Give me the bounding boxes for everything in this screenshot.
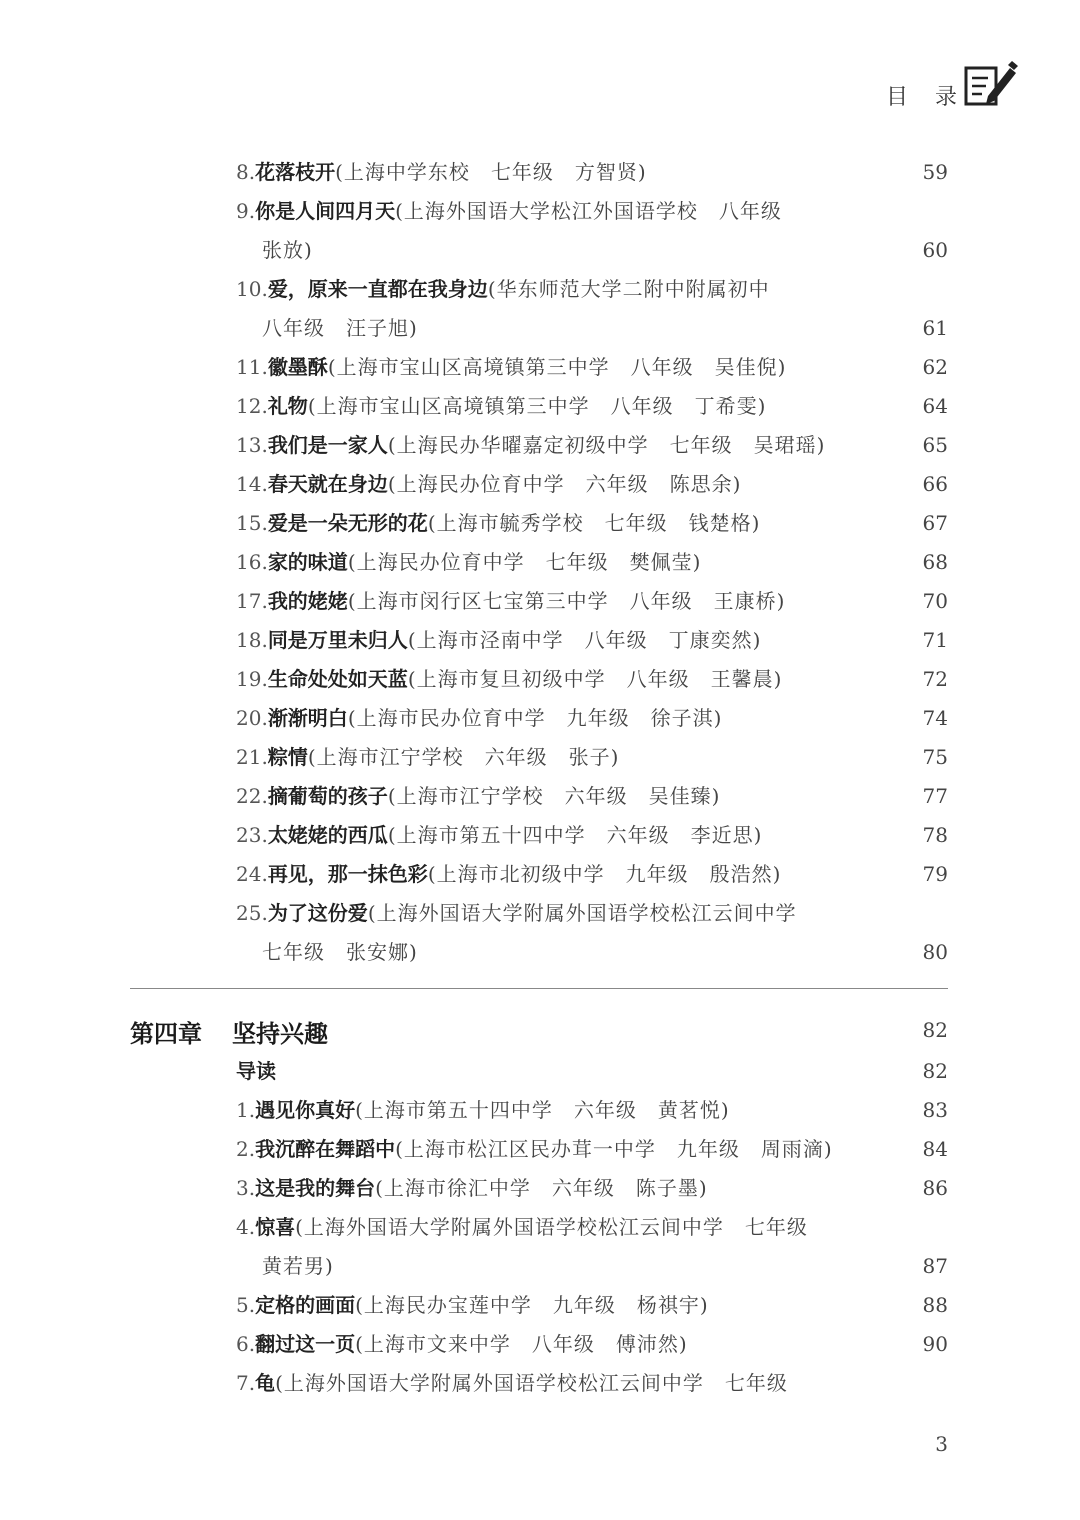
entry-number: 16. — [236, 550, 268, 574]
toc-entry-text — [236, 153, 647, 192]
toc-entry-row[interactable] — [0, 543, 1080, 582]
entry-detail-continued: 七年级 张安娜) — [262, 940, 418, 964]
entry-detail: (上海民办位育中学 六年级 陈思余) — [387, 472, 742, 496]
entry-detail: (上海市徐汇中学 六年级 陈子墨) — [375, 1176, 708, 1200]
toc-entry-text — [236, 1325, 688, 1364]
toc-entry-row[interactable] — [0, 387, 1080, 426]
entry-page: 87 — [922, 1254, 948, 1278]
toc-entry-text — [236, 1130, 833, 1169]
entry-detail: (上海市毓秀学校 七年级 钱楚格) — [427, 511, 761, 535]
toc-entry-row[interactable] — [0, 504, 1080, 543]
toc-entry-row[interactable] — [0, 1169, 1080, 1208]
toc-entry-text — [236, 1286, 709, 1325]
entry-number: 7. — [236, 1371, 256, 1395]
entry-number: 1. — [236, 1098, 256, 1122]
entry-title: 摘葡萄的孩子 — [267, 784, 388, 808]
entry-detail-continued: 八年级 汪子旭) — [262, 316, 418, 340]
entry-page: 70 — [922, 589, 948, 613]
chapter-divider — [130, 988, 948, 989]
toc-entry-row[interactable] — [0, 270, 1080, 309]
note-edit-icon — [962, 60, 1018, 110]
toc-entry-row[interactable] — [0, 1208, 1080, 1247]
entry-title: 粽情 — [267, 745, 308, 769]
toc-entry-text — [236, 582, 785, 621]
entry-number: 13. — [236, 433, 268, 457]
toc-entry-text — [236, 816, 762, 855]
toc-entry-row[interactable] — [0, 348, 1080, 387]
toc-entry-text — [236, 1364, 788, 1403]
entry-detail-continued: 张放) — [262, 238, 313, 262]
entry-detail: (上海民办华曜嘉定初级中学 七年级 吴珺瑶) — [387, 433, 826, 457]
entry-detail: (上海市文来中学 八年级 傅沛然) — [355, 1332, 688, 1356]
toc-entry-row[interactable] — [0, 1130, 1080, 1169]
toc-entry-text — [236, 894, 797, 933]
toc-entry-text — [236, 543, 701, 582]
entry-number: 22. — [236, 784, 268, 808]
entry-detail: (上海民办宝莲中学 九年级 杨祺宇) — [355, 1293, 709, 1317]
toc-entry-row[interactable] — [0, 192, 1080, 231]
entry-number: 17. — [236, 589, 268, 613]
entry-page: 84 — [922, 1137, 948, 1161]
entry-number: 4. — [236, 1215, 256, 1239]
toc-entry-continuation[interactable] — [0, 309, 1080, 348]
entry-detail-continued: 黄若男) — [262, 1254, 334, 1278]
entry-page: 67 — [922, 511, 948, 535]
toc-entry-text — [236, 504, 760, 543]
intro-page: 82 — [922, 1059, 948, 1083]
toc-intro-row[interactable] — [0, 1052, 1080, 1091]
entry-number: 14. — [236, 472, 268, 496]
toc-entry-row[interactable] — [0, 621, 1080, 660]
entry-title: 定格的画面 — [255, 1293, 356, 1317]
toc-entry-text — [236, 855, 781, 894]
toc-entry-text — [236, 660, 782, 699]
toc-entry-row[interactable] — [0, 816, 1080, 855]
toc-entry-continuation[interactable] — [0, 231, 1080, 270]
page-number: 3 — [935, 1432, 948, 1456]
entry-title: 惊喜 — [255, 1215, 296, 1239]
toc-entry-row[interactable] — [0, 426, 1080, 465]
toc-entry-text — [236, 1091, 730, 1130]
toc-entry-row[interactable] — [0, 1286, 1080, 1325]
entry-number: 18. — [236, 628, 268, 652]
entry-detail: (上海外国语大学松江外国语学校 八年级 — [395, 199, 782, 223]
toc-entry-continuation[interactable] — [0, 1247, 1080, 1286]
toc-entry-row[interactable] — [0, 660, 1080, 699]
entry-title: 渐渐明白 — [267, 706, 348, 730]
entry-page: 72 — [922, 667, 948, 691]
entry-page: 66 — [922, 472, 948, 496]
toc-entry-row[interactable] — [0, 465, 1080, 504]
entry-number: 23. — [236, 823, 268, 847]
entry-number: 8. — [236, 160, 256, 184]
chapter-page-number: 82 — [922, 1018, 948, 1042]
entry-page: 68 — [922, 550, 948, 574]
toc-entry-row[interactable] — [0, 1325, 1080, 1364]
toc-entry-row[interactable] — [0, 894, 1080, 933]
entry-number: 12. — [236, 394, 268, 418]
entry-number: 3. — [236, 1176, 256, 1200]
entry-number: 11. — [236, 355, 268, 379]
entry-page: 83 — [922, 1098, 948, 1122]
entry-detail: (上海市泾南中学 八年级 丁康奕然) — [407, 628, 762, 652]
entry-title: 春天就在身边 — [267, 472, 388, 496]
toc-entry-row[interactable] — [0, 777, 1080, 816]
entry-page: 75 — [922, 745, 948, 769]
entry-page: 77 — [922, 784, 948, 808]
entry-detail: (上海市宝山区高境镇第三中学 八年级 吴佳倪) — [327, 355, 787, 379]
entry-detail: (上海市闵行区七宝第三中学 八年级 王康桥) — [347, 589, 786, 613]
entry-detail: (上海外国语大学附属外国语学校松江云间中学 七年级 — [275, 1371, 788, 1395]
entry-number: 19. — [236, 667, 268, 691]
chapter-title-text: 坚持兴趣 — [232, 1019, 328, 1048]
entry-page: 86 — [922, 1176, 948, 1200]
entry-title: 徽墨酥 — [267, 355, 328, 379]
entry-number: 2. — [236, 1137, 256, 1161]
entry-number: 10. — [236, 277, 268, 301]
entry-detail: (华东师范大学二附中附属初中 — [487, 277, 770, 301]
entry-page: 79 — [922, 862, 948, 886]
entry-title: 礼物 — [267, 394, 308, 418]
entry-title: 家的味道 — [267, 550, 348, 574]
entry-title: 我沉醉在舞蹈中 — [255, 1137, 396, 1161]
entry-detail: (上海市北初级中学 九年级 殷浩然) — [427, 862, 782, 886]
toc-entry-text — [236, 699, 722, 738]
toc-entry-text — [236, 777, 720, 816]
entry-page: 60 — [922, 238, 948, 262]
entry-page: 71 — [922, 628, 948, 652]
entry-detail: (上海外国语大学附属外国语学校松江云间中学 七年级 — [295, 1215, 808, 1239]
entry-title: 我的姥姥 — [267, 589, 348, 613]
entry-page: 74 — [922, 706, 948, 730]
entry-detail: (上海市江宁学校 六年级 张子) — [307, 745, 620, 769]
entry-page: 88 — [922, 1293, 948, 1317]
entry-page: 61 — [922, 316, 948, 340]
entry-detail: (上海中学东校 七年级 方智贤) — [335, 160, 647, 184]
chapter-label: 第四章 — [130, 1019, 202, 1048]
toc-entry-text — [236, 621, 761, 660]
entry-page: 78 — [922, 823, 948, 847]
toc-entry-row[interactable] — [0, 1364, 1080, 1403]
entry-page: 90 — [922, 1332, 948, 1356]
toc-entry-text — [236, 270, 770, 309]
entry-title: 同是万里未归人 — [267, 628, 408, 652]
entry-page: 64 — [922, 394, 948, 418]
toc-entry-text — [236, 1208, 808, 1247]
entry-title: 翻过这一页 — [255, 1332, 356, 1356]
entry-title: 龟 — [255, 1371, 276, 1395]
toc-entry-continuation[interactable] — [0, 933, 1080, 972]
entry-page: 80 — [922, 940, 948, 964]
toc-entry-row[interactable] — [0, 738, 1080, 777]
entry-detail: (上海民办位育中学 七年级 樊佩莹) — [347, 550, 702, 574]
entry-number: 15. — [236, 511, 268, 535]
header-title: 目 录 — [886, 85, 967, 110]
toc-entry-row[interactable] — [0, 699, 1080, 738]
entry-detail: (上海市第五十四中学 六年级 黄茗悦) — [355, 1098, 730, 1122]
toc-entry-text — [236, 348, 786, 387]
entry-title: 太姥姥的西瓜 — [267, 823, 388, 847]
entry-page: 62 — [922, 355, 948, 379]
entry-title: 为了这份爱 — [267, 901, 368, 925]
entry-page: 65 — [922, 433, 948, 457]
entry-title: 遇见你真好 — [255, 1098, 356, 1122]
entry-title: 你是人间四月天 — [255, 199, 396, 223]
entry-number: 21. — [236, 745, 268, 769]
entry-number: 5. — [236, 1293, 256, 1317]
entry-title: 爱是一朵无形的花 — [267, 511, 428, 535]
toc-entry-text — [236, 192, 782, 231]
toc-entry-row[interactable] — [0, 582, 1080, 621]
entry-detail: (上海市江宁学校 六年级 吴佳臻) — [387, 784, 721, 808]
toc-entry-text — [236, 465, 741, 504]
toc-entry-row[interactable] — [0, 855, 1080, 894]
entry-title: 花落枝开 — [255, 160, 336, 184]
entry-title: 我们是一家人 — [267, 433, 388, 457]
entry-title: 生命处处如天蓝 — [267, 667, 408, 691]
entry-number: 6. — [236, 1332, 256, 1356]
entry-number: 9. — [236, 199, 256, 223]
entry-detail: (上海市第五十四中学 六年级 李近思) — [387, 823, 763, 847]
entry-number: 20. — [236, 706, 268, 730]
chapter-heading[interactable] — [130, 1014, 328, 1049]
toc-entry-text — [236, 1169, 708, 1208]
entry-detail: (上海市民办位育中学 九年级 徐子淇) — [347, 706, 723, 730]
entry-number: 25. — [236, 901, 268, 925]
toc-entry-text — [236, 387, 766, 426]
entry-detail: (上海外国语大学附属外国语学校松江云间中学 — [367, 901, 797, 925]
intro-title: 导读 — [236, 1059, 276, 1083]
entry-page: 59 — [922, 160, 948, 184]
toc-entry-text — [236, 426, 825, 465]
entry-title: 爱，原来一直都在我身边 — [267, 277, 488, 301]
entry-title: 这是我的舞台 — [255, 1176, 376, 1200]
entry-number: 24. — [236, 862, 268, 886]
entry-detail: (上海市松江区民办茸一中学 九年级 周雨滴) — [395, 1137, 833, 1161]
toc-entry-text — [236, 738, 619, 777]
entry-detail: (上海市复旦初级中学 八年级 王馨晨) — [407, 667, 783, 691]
toc-entry-row[interactable] — [0, 153, 1080, 192]
entry-title: 再见，那一抹色彩 — [267, 862, 428, 886]
toc-entry-row[interactable] — [0, 1091, 1080, 1130]
entry-detail: (上海市宝山区高境镇第三中学 八年级 丁希雯) — [307, 394, 767, 418]
